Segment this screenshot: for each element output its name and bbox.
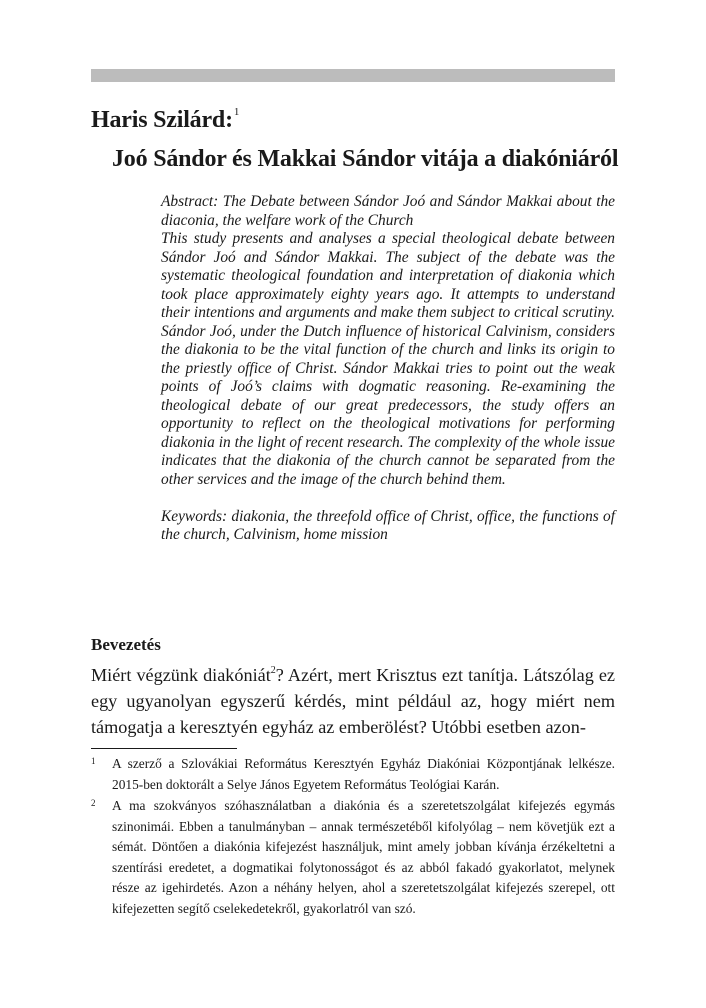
abstract-body: This study presents and analyses a special theological debate between Sándor Joó and Sándor Makkai. The subject of the debate was the systematic theological foundation and interpretation of diakonia which took place approximately eighty years ago. It attempts to understand their intentions and arguments and make them subject to critical scrutiny. Sándor Joó, under the Dutch influence of historical Calvinism, considers the diakonia to be the vital function of the church and links its origin to the priestly office of Christ. Sándor Makkai tries to point out the weak points of Joó’s claims with dogmatic reasoning. Re-examining the theological debate of our great predecessors, the study offers an opportunity to reflect on the theological motivations for performing diakonia in the light of recent research. The complexity of the whole issue indicates that the diakonia of the church cannot be separated from the other services and the image of the church behind them.	[161, 230, 615, 488]
article-title: Joó Sándor és Makkai Sándor vitája a diakóniáról	[112, 146, 619, 172]
abstract	[161, 193, 615, 545]
author-name	[91, 106, 239, 134]
footnote-2	[91, 796, 615, 919]
keywords: Keywords: diakonia, the threefold office of Christ, office, the functions of the church, Calvinism, home mission	[161, 507, 615, 543]
footnote-ref-1[interactable]: 1	[233, 106, 240, 118]
header-bar	[91, 69, 615, 82]
footnote-text: A szerző a Szlovákiai Református Keresztyén Egyház Diakóniai Központjának lelkésze. 2015-ben doktorált a Selye János Egyetem Református Teológiai Karán.	[112, 756, 615, 792]
abstract-title: Abstract: The Debate between Sándor Joó and Sándor Makkai about the diaconia, the welfare work of the Church	[161, 193, 615, 229]
author-text: Haris Szilárd:	[91, 107, 233, 133]
footnote-divider	[91, 748, 237, 749]
section-heading: Bevezetés	[91, 635, 161, 654]
footnote-number: 2	[91, 798, 96, 808]
footnote-number: 1	[91, 756, 96, 766]
footnote-1	[91, 754, 615, 795]
body-text-rest: ? Azért, mert Krisztus ezt tanítja. Látszólag ez egy ugyanolyan egyszerű kérdés, mint például az, hogy miért nem támogatja a keresztyén egyház az emberölést? Utóbbi esetben azon-	[91, 665, 615, 737]
footnote-ref-2[interactable]: 2	[270, 665, 276, 676]
footnote-text: A ma szokványos szóhasználatban a diakónia és a szeretetszolgálat kifejezés egymás szinonimái. Ebben a tanulmányban – annak természetéből kifolyólag – nem követjük ezt a sémát. Döntően a diakónia kifejezést használjuk, mint amely jobban kívánja érzékeltetni a szentírási eredetet, a dogmatikai folytonosságot és az abból fakadó gyakorlatot, melynek része az igehirdetés. Azon a néhány helyen, ahol a szeretetszolgálat kifejezés szerepel, ott kifejezetten segítő cselekedetekről, gyakorlatról van szó.	[112, 798, 615, 916]
body-paragraph	[91, 658, 615, 740]
body-text-start: Miért végzünk diakóniát	[91, 665, 271, 685]
footnotes	[91, 754, 615, 919]
